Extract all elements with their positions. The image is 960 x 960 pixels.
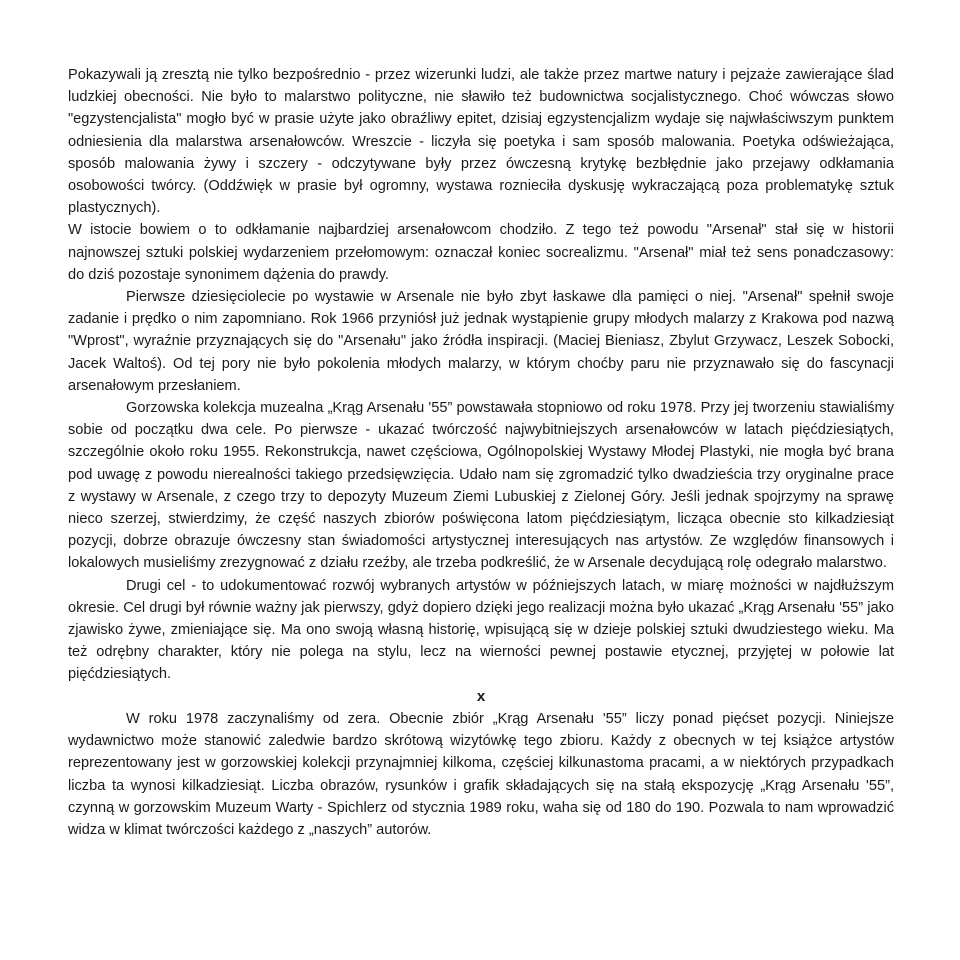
paragraph-3: Pierwsze dziesięciolecie po wystawie w Arsenale nie było zbyt łaskawe dla pamięci o niej. "Arsenał" spełnił swoje zadanie i prędko o nim zapomniano. Rok 1966 przyniósł już jednak wystąpienie grupy młodych malarzy z Krakowa pod nazwą "Wprost", wyraźnie przyznających się do "Arsenału" jako źródła inspiracji. (Maciej Bieniasz, Zbylut Grzywacz, Leszek Sobocki, Jacek Waltoś). Od tej pory nie było pokolenia młodych malarzy, w którym choćby paru nie przyznawało się do fascynacji arsenałowym przesłaniem. <box>68 289 894 394</box>
document-page <box>68 64 894 841</box>
paragraph-5: Drugi cel - to udokumentować rozwój wybranych artystów w późniejszych latach, w miarę możności w najdłuższym okresie. Cel drugi był równie ważny jak pierwszy, gdyż dopiero dzięki jego realizacji można było ukazać „Krąg Arsenału '55” jako zjawisko żywe, zmieniające się. Ma ono swoją własną historię, wpisującą się w dzieje polskiej sztuki dwudziestego wieku. Ma też odrębny charakter, który nie polega na stylu, lecz na wierności pewnej postawie etycznej, przyjętej w połowie lat pięćdziesiątych. <box>68 577 894 683</box>
paragraph-1: Pokazywali ją zresztą nie tylko bezpośrednio - przez wizerunki ludzi, ale także przez martwe natury i pejzaże zawierające ślad ludzkiej obecności. Nie było to malarstwo polityczne, nie sławiło też budownictwa socjalistycznego. Choć wówczas słowo "egzystencjalista" mogło być w prasie użyte jako obraźliwy epitet, dzisiaj egzystencjalizm wydaje się najwłaściwszym punktem odniesienia dla malarstwa arsenałowców. Wreszcie - liczyła się poetyka i sam sposób malowania. Poetyka odświeżająca, sposób malowania żywy i szczery - odczytywane były przez ówczesną krytykę bezbłędnie jako przejawy odkłamania osobowości twórcy. (Oddźwięk w prasie był ogromny, wystawa roznieciła dyskusję wykraczającą poza problematykę sztuk plastycznych). <box>68 67 894 217</box>
section-separator: x <box>476 687 486 705</box>
closing-paragraph: W roku 1978 zaczynaliśmy od zera. Obecnie zbiór „Krąg Arsenału '55” liczy ponad pięćset pozycji. Niniejsze wydawnictwo może stanowić zaledwie bardzo skrótową wizytówkę tego zbioru. Każdy z obecnych w tej książce artystów reprezentowany jest w gorzowskiej kolekcji przynajmniej kilkoma, częściej kilkunastoma pracami, a w niektórych przypadkach liczba ta wynosi kilkadziesiąt. Liczba obrazów, rysunków i grafik składających się na stałą ekspozycję „Krąg Arsenału '55”, czynną w gorzowskim Muzeum Warty - Spichlerz od stycznia 1989 roku, waha się od 180 do 190. Pozwala to nam wprowadzić widza w klimat twórczości każdego z „naszych” autorów. <box>68 710 894 838</box>
paragraph-4: Gorzowska kolekcja muzealna „Krąg Arsenału '55” powstawała stopniowo od roku 1978. Przy jej tworzeniu stawialiśmy sobie od początku dwa cele. Po pierwsze - ukazać twórczość najwybitniejszych arsenałowców w latach pięćdziesiątych, szczególnie około roku 1955. Rekonstrukcja, nawet częściowa, Ogólnopolskiej Wystawy Młodej Plastyki, nie mogła być brana pod uwagę z powodu nierealności takiego przedsięwzięcia. Udało nam się zgromadzić tylko dwadzieścia trzy oryginalne prace z wystawy w Arsenale, z czego trzy to depozyty Muzeum Ziemi Lubuskiej z Zielonej Góry. Jeśli jednak spojrzymy na sprawę nieco szerzej, stwierdzimy, że część naszych zbiorów poświęcona latom pięćdziesiątym, licząca obecnie sto kilkadziesiąt pozycji, dobrze obrazuje ówczesny stan świadomości artystycznej interesujących nas artystów. Ze względów finansowych i lokalowych musieliśmy zrezygnować z działu rzeźby, ale trzeba podkreślić, że w Arsenale decydującą rolę odegrało malarstwo. <box>68 400 894 572</box>
paragraph-2: W istocie bowiem o to odkłamanie najbardziej arsenałowcom chodziło. Z tego też powodu "Arsenał" stał się w historii najnowszej sztuki polskiej wydarzeniem przełomowym: oznaczał koniec socrealizmu. "Arsenał" miał też sens ponadczasowy: do dziś pozostaje synonimem dążenia do prawdy. <box>68 222 894 283</box>
